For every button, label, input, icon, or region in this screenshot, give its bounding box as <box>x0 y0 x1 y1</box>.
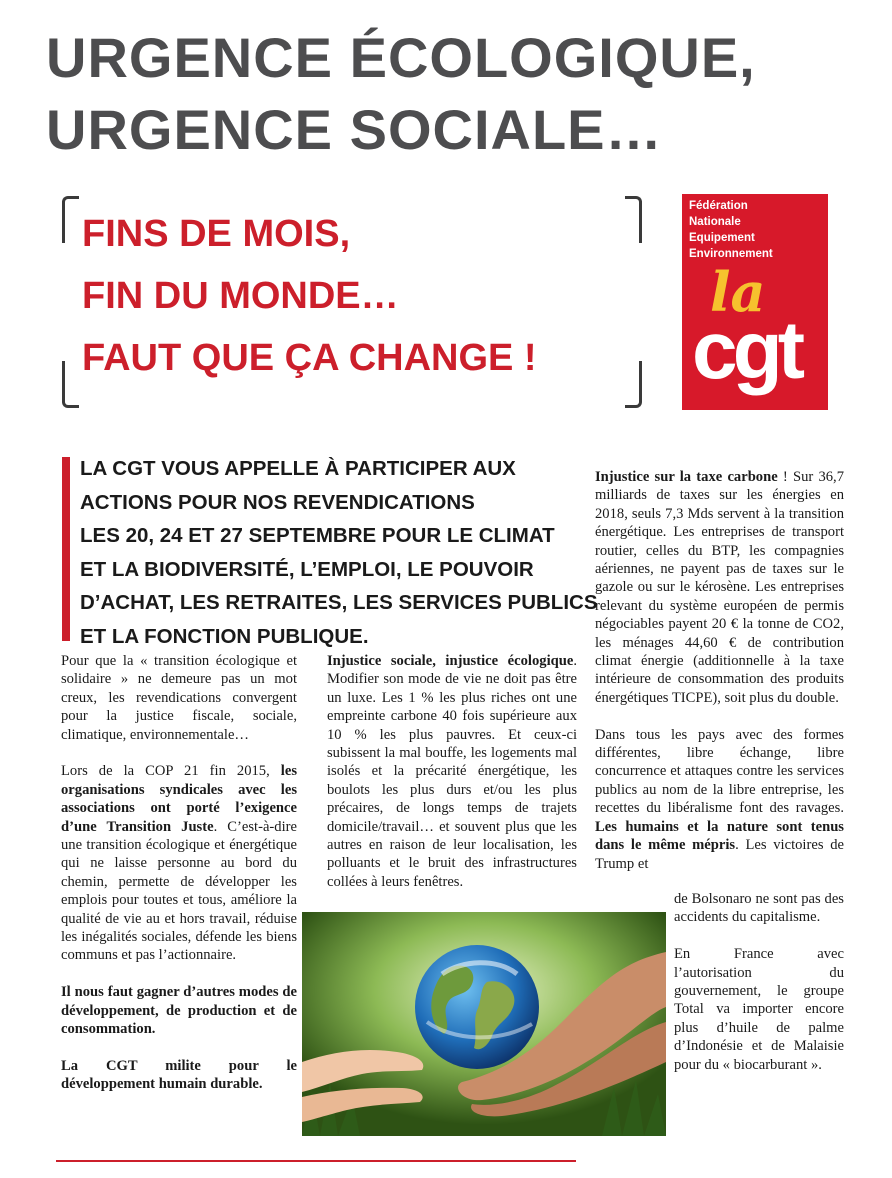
bold-run: La CGT milite pour le développement humain durable. <box>61 1057 297 1093</box>
paragraph <box>61 1057 297 1094</box>
slogan-line-3: FAUT QUE ÇA CHANGE ! <box>82 337 537 379</box>
text-run: . C’est-à-dire une transition écologique et énergétique qui ne laisse personne au bord du chemin, permette de développer les emplois pour toutes et tous, améliore la qualité de vie au et hors travail, réduise les inégalités sociales, défende les biens communs et pas l’actionnaire. <box>61 818 297 964</box>
text-run: Lors de la COP 21 fin 2015, <box>61 763 281 780</box>
paragraph: En France avec l’autorisation du gouvernement, le groupe Total va importer encore plus d’huile de palme d’Indonésie et de Malaisie pour du « biocarburant ». <box>674 946 844 1073</box>
bold-run: Les humains et la nature sont tenus dans le même mépris <box>595 818 844 854</box>
cta-line-1: LA CGT VOUS APPELLE À PARTICIPER AUX <box>80 457 516 480</box>
bold-run: Il nous faut gagner d’autres modes de développement, de production et de consommation. <box>61 984 297 1038</box>
headline-line-1: URGENCE ÉCOLOGIQUE, <box>46 26 756 89</box>
cta-line-4: ET LA BIODIVERSITÉ, L’EMPLOI, LE POUVOIR <box>80 557 534 581</box>
logo-text-line-4: Environnement <box>689 248 773 260</box>
text-column-1 <box>61 652 297 1112</box>
slogan-line-1: FINS DE MOIS, <box>82 213 351 255</box>
cta-line-5: D’ACHAT, LES RETRAITES, LES SERVICES PUBLICS <box>80 591 598 614</box>
text-column-2 <box>327 652 577 910</box>
bold-run: Injustice sur la taxe carbone <box>595 469 778 485</box>
text-column-3 <box>595 468 844 891</box>
logo-text-line-1: Fédération <box>689 200 748 212</box>
slogan-box <box>62 196 642 408</box>
bracket-bottom-left <box>62 361 79 408</box>
paragraph <box>327 652 577 891</box>
bold-run: les organisations syndicales avec les associations ont porté l’exigence d’une Transition Juste <box>61 763 297 835</box>
text-run: ! Sur 36,7 milliards de taxes sur les énergies en 2018, seuls 7,3 Mds servent à la transition énergétique. Les entreprises de transport routier, celles du BTP, les compagnies aériennes, ne payent pas de taxes sur le gazole ou sur le kérosène. Les entreprises relevant du système européen de permis négociables payent 20 € la tonne de CO2, les ménages 44,60 € de contribution climat énergie (additionnelle à la taxe intérieure de consommation des produits énergétiques TICPE), soit plus du double. <box>595 469 844 706</box>
paragraph <box>595 468 844 707</box>
text-run: . Les victoires de Trump et <box>595 837 844 872</box>
logo-cgt: cgt <box>692 305 800 396</box>
paragraph: Pour que la « transition écologique et solidaire » ne demeure pas un mot creux, les revendications convergent pour la justice fiscale, sociale, climatique, environnementale… <box>61 653 297 743</box>
bracket-bottom-right <box>625 361 642 408</box>
logo-text-line-3: Equipement <box>689 232 755 244</box>
bracket-top-right <box>625 196 642 243</box>
paragraph: de Bolsonaro ne sont pas des accidents du capitalisme. <box>674 891 844 926</box>
call-to-action <box>80 452 598 653</box>
cgt-logo <box>682 194 828 410</box>
cta-line-2: ACTIONS POUR NOS REVENDICATIONS <box>80 490 475 514</box>
text-column-3-continued <box>674 890 844 1092</box>
bold-run: Injustice sociale, injustice écologique <box>327 653 574 669</box>
logo-text-line-2: Nationale <box>689 216 741 228</box>
paragraph <box>61 983 297 1038</box>
cta-line-3: LES 20, 24 ET 27 SEPTEMBRE POUR LE CLIMAT <box>80 524 555 547</box>
cta-line-6: ET LA FONCTION PUBLIQUE. <box>80 624 369 648</box>
text-run: Dans tous les pays avec des formes différentes, libre échange, libre concurrence et attaques contre les services publics au nom de la libre entreprise, les recettes du libéralisme font des ravages. <box>595 726 844 817</box>
paragraph <box>595 726 844 873</box>
headline-line-2: URGENCE SOCIALE… <box>46 98 663 161</box>
bracket-top-left <box>62 196 79 243</box>
photo-illustration <box>302 912 666 1136</box>
slogan-line-2: FIN DU MONDE… <box>82 275 399 317</box>
earth-in-hands-photo <box>302 912 666 1136</box>
paragraph <box>61 762 297 964</box>
main-headline <box>46 22 886 166</box>
footer-rule <box>56 1160 576 1162</box>
text-run: . Modifier son mode de vie ne doit pas être un luxe. Les 1 % les plus riches ont une empreinte carbone 40 fois supérieure aux 10 % les plus pauvres. Et ceux-ci subissent la mal bouffe, les logements mal isolés et la précarité énergétique, les boulots les plus durs et/ou les plus précaires, de longs temps de trajets domicile/travail… et souvent plus que les autres en raison de leur localisation, les polluants et le bruit des infrastructures collées à leurs fenêtres. <box>327 653 577 890</box>
cta-accent-bar <box>62 457 70 641</box>
logo-la: la <box>710 260 766 324</box>
